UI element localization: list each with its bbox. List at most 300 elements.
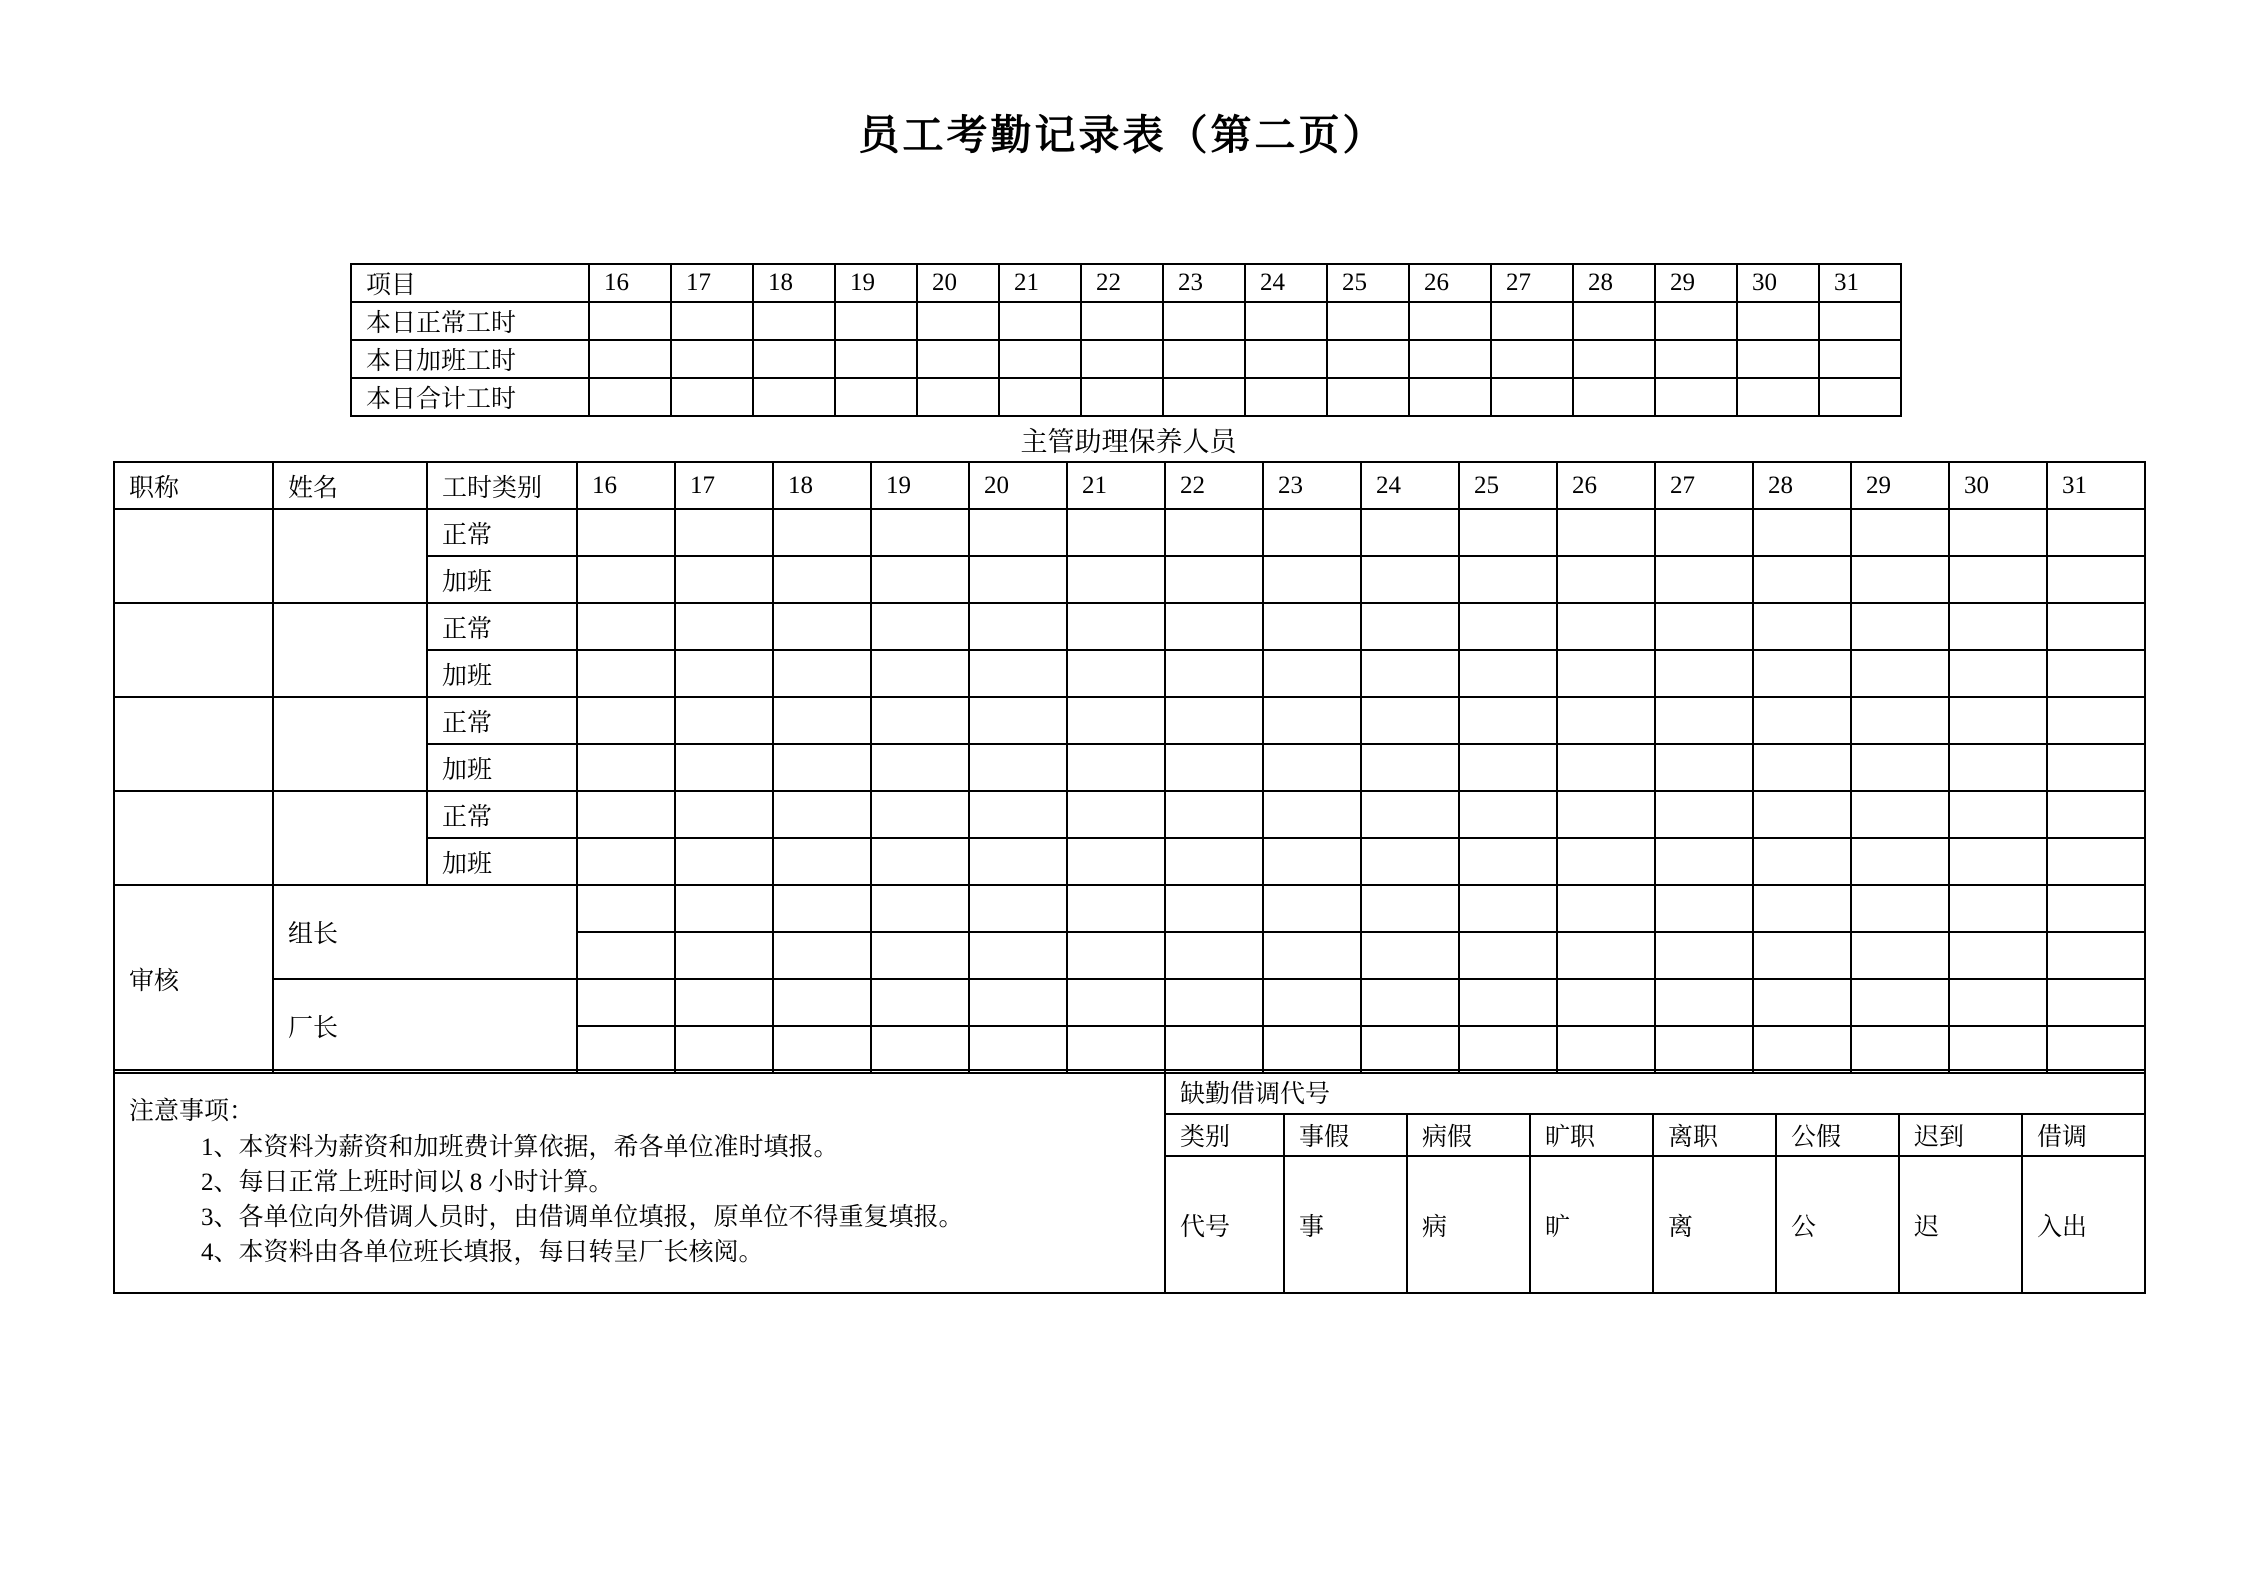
entry-cell <box>1949 744 2047 791</box>
entry-cell <box>969 650 1067 697</box>
entry-cell <box>1165 509 1263 556</box>
entry-cell <box>577 509 675 556</box>
entry-cell <box>1361 932 1459 979</box>
entry-cell <box>577 791 675 838</box>
notes-section <box>114 1070 1165 1293</box>
entry-cell <box>773 556 871 603</box>
entry-cell <box>871 603 969 650</box>
entry-cell <box>1949 932 2047 979</box>
entry-cell <box>577 885 675 932</box>
entry-cell <box>835 378 917 416</box>
day-header-cell: 19 <box>835 264 917 302</box>
entry-cell <box>1459 603 1557 650</box>
entry-cell <box>1263 1026 1361 1073</box>
daily-overtime-hours-row <box>351 340 1901 378</box>
entry-cell <box>2047 1026 2145 1073</box>
entry-cell <box>1491 378 1573 416</box>
row-label-cell: 本日加班工时 <box>351 340 589 378</box>
entry-cell <box>871 1026 969 1073</box>
entry-cell <box>577 1026 675 1073</box>
entry-cell <box>1459 932 1557 979</box>
entry-cell <box>773 650 871 697</box>
entry-cell <box>1163 378 1245 416</box>
entry-cell <box>1263 603 1361 650</box>
category-cell: 旷职 <box>1530 1114 1653 1156</box>
entry-cell <box>1557 932 1655 979</box>
category-cell: 借调 <box>2022 1114 2145 1156</box>
hour-type-cell: 正常 <box>427 697 577 744</box>
entry-cell <box>969 838 1067 885</box>
code-cell: 入出 <box>2022 1156 2145 1293</box>
entry-cell <box>2047 556 2145 603</box>
day-header-cell: 29 <box>1851 462 1949 509</box>
daily-header-row <box>351 264 1901 302</box>
entry-cell <box>675 791 773 838</box>
hour-type-cell: 加班 <box>427 556 577 603</box>
audit-row <box>114 885 2145 932</box>
entry-cell <box>2047 744 2145 791</box>
entry-cell <box>1557 603 1655 650</box>
entry-cell <box>1491 340 1573 378</box>
name-cell <box>273 603 427 697</box>
entry-cell <box>773 1026 871 1073</box>
day-header-cell: 26 <box>1557 462 1655 509</box>
code-cell: 旷 <box>1530 1156 1653 1293</box>
row-label-cell: 本日正常工时 <box>351 302 589 340</box>
entry-cell <box>2047 885 2145 932</box>
entry-cell <box>969 744 1067 791</box>
entry-cell <box>1459 697 1557 744</box>
entry-cell <box>1165 791 1263 838</box>
entry-cell <box>871 556 969 603</box>
entry-cell <box>1753 838 1851 885</box>
entry-cell <box>1361 1026 1459 1073</box>
entry-cell <box>1081 378 1163 416</box>
entry-cell <box>753 302 835 340</box>
entry-cell <box>1459 1026 1557 1073</box>
entry-cell <box>1819 340 1901 378</box>
entry-cell <box>1573 340 1655 378</box>
entry-cell <box>1163 302 1245 340</box>
entry-cell <box>1459 885 1557 932</box>
entry-cell <box>1067 603 1165 650</box>
entry-cell <box>1361 791 1459 838</box>
entry-cell <box>1655 378 1737 416</box>
entry-cell <box>1361 838 1459 885</box>
entry-cell <box>969 509 1067 556</box>
attendance-table <box>113 461 2146 1074</box>
entry-cell <box>1245 302 1327 340</box>
entry-cell <box>1067 509 1165 556</box>
code-cell: 公 <box>1776 1156 1899 1293</box>
day-header-cell: 21 <box>1067 462 1165 509</box>
entry-cell <box>1459 650 1557 697</box>
note-item: 2、每日正常上班时间以 8 小时计算。 <box>201 1168 614 1196</box>
entry-cell <box>1851 791 1949 838</box>
entry-cell <box>773 791 871 838</box>
entry-cell <box>589 378 671 416</box>
entry-cell <box>999 302 1081 340</box>
entry-cell <box>1245 340 1327 378</box>
day-header-cell: 20 <box>969 462 1067 509</box>
entry-cell <box>1361 556 1459 603</box>
entry-cell <box>1753 650 1851 697</box>
entry-cell <box>2047 697 2145 744</box>
entry-cell <box>1949 1026 2047 1073</box>
entry-cell <box>1557 979 1655 1026</box>
hour-type-header-cell: 工时类别 <box>427 462 577 509</box>
entry-cell <box>1067 1026 1165 1073</box>
day-header-cell: 22 <box>1081 264 1163 302</box>
day-header-cell: 23 <box>1163 264 1245 302</box>
entry-cell <box>1655 340 1737 378</box>
entry-cell <box>1361 509 1459 556</box>
entry-cell <box>1737 302 1819 340</box>
entry-cell <box>1753 744 1851 791</box>
entry-cell <box>1557 697 1655 744</box>
entry-cell <box>1949 979 2047 1026</box>
entry-cell <box>1327 340 1409 378</box>
entry-cell <box>1737 340 1819 378</box>
hour-type-cell: 正常 <box>427 791 577 838</box>
day-header-cell: 30 <box>1737 264 1819 302</box>
day-header-cell: 25 <box>1459 462 1557 509</box>
day-header-cell: 25 <box>1327 264 1409 302</box>
audit-row <box>114 979 2145 1026</box>
entry-cell <box>675 885 773 932</box>
entry-cell <box>1557 791 1655 838</box>
category-cell: 迟到 <box>1899 1114 2022 1156</box>
entry-cell <box>2047 509 2145 556</box>
entry-cell <box>1165 744 1263 791</box>
day-header-cell: 18 <box>773 462 871 509</box>
entry-cell <box>675 650 773 697</box>
entry-cell <box>1459 791 1557 838</box>
entry-cell <box>589 302 671 340</box>
entry-cell <box>969 932 1067 979</box>
entry-cell <box>675 932 773 979</box>
entry-cell <box>773 885 871 932</box>
entry-cell <box>1263 932 1361 979</box>
page-title: 员工考勤记录表（第二页） <box>858 112 1387 158</box>
entry-cell <box>675 979 773 1026</box>
entry-cell <box>1557 838 1655 885</box>
entry-cell <box>675 838 773 885</box>
entry-cell <box>1949 838 2047 885</box>
entry-cell <box>1081 340 1163 378</box>
day-header-cell: 28 <box>1573 264 1655 302</box>
code-cell: 离 <box>1653 1156 1776 1293</box>
note-item: 4、本资料由各单位班长填报，每日转呈厂长核阅。 <box>201 1238 764 1266</box>
entry-cell <box>1459 744 1557 791</box>
entry-cell <box>577 697 675 744</box>
day-header-cell: 20 <box>917 264 999 302</box>
entry-cell <box>1409 378 1491 416</box>
entry-cell <box>1459 556 1557 603</box>
entry-cell <box>1573 302 1655 340</box>
attendance-header-row <box>114 462 2145 509</box>
note-item: 1、本资料为薪资和加班费计算依据，希各单位准时填报。 <box>201 1133 839 1161</box>
day-header-cell: 31 <box>2047 462 2145 509</box>
title-cell <box>114 791 273 885</box>
entry-cell <box>1949 697 2047 744</box>
entry-cell <box>1851 509 1949 556</box>
entry-cell <box>1067 744 1165 791</box>
entry-cell <box>1165 1026 1263 1073</box>
entry-cell <box>1753 1026 1851 1073</box>
section-caption: 主管助理保养人员 <box>1020 427 1237 457</box>
title-header-cell: 职称 <box>114 462 273 509</box>
day-header-cell: 16 <box>577 462 675 509</box>
day-header-cell: 27 <box>1655 462 1753 509</box>
entry-cell <box>1361 650 1459 697</box>
entry-cell <box>671 340 753 378</box>
entry-cell <box>1737 378 1819 416</box>
entry-cell <box>1263 979 1361 1026</box>
entry-cell <box>675 509 773 556</box>
entry-cell <box>1655 650 1753 697</box>
entry-cell <box>773 838 871 885</box>
entry-cell <box>577 744 675 791</box>
name-cell <box>273 791 427 885</box>
entry-cell <box>871 932 969 979</box>
code-cell: 病 <box>1407 1156 1530 1293</box>
day-header-cell: 26 <box>1409 264 1491 302</box>
title-cell <box>114 697 273 791</box>
category-cell: 离职 <box>1653 1114 1776 1156</box>
entry-cell <box>1557 509 1655 556</box>
entry-cell <box>1557 1026 1655 1073</box>
day-header-cell: 30 <box>1949 462 2047 509</box>
entry-cell <box>871 650 969 697</box>
entry-cell <box>1655 885 1753 932</box>
name-header-cell: 姓名 <box>273 462 427 509</box>
hour-type-cell: 加班 <box>427 744 577 791</box>
entry-cell <box>999 378 1081 416</box>
entry-cell <box>2047 603 2145 650</box>
entry-cell <box>1165 979 1263 1026</box>
entry-cell <box>969 979 1067 1026</box>
entry-cell <box>1361 979 1459 1026</box>
entry-cell <box>1165 885 1263 932</box>
entry-cell <box>1655 838 1753 885</box>
entry-cell <box>1067 979 1165 1026</box>
entry-cell <box>1819 302 1901 340</box>
entry-cell <box>2047 838 2145 885</box>
entry-cell <box>1557 744 1655 791</box>
entry-cell <box>835 302 917 340</box>
entry-cell <box>1263 791 1361 838</box>
daily-total-hours-row <box>351 378 1901 416</box>
entry-cell <box>1557 556 1655 603</box>
day-header-cell: 28 <box>1753 462 1851 509</box>
entry-cell <box>675 603 773 650</box>
entry-cell <box>917 340 999 378</box>
entry-cell <box>1949 791 2047 838</box>
entry-cell <box>1459 979 1557 1026</box>
entry-cell <box>1851 603 1949 650</box>
entry-cell <box>1263 744 1361 791</box>
entry-cell <box>589 340 671 378</box>
entry-cell <box>1655 979 1753 1026</box>
entry-cell <box>1851 838 1949 885</box>
entry-cell <box>1949 885 2047 932</box>
name-cell <box>273 509 427 603</box>
entry-cell <box>1263 509 1361 556</box>
entry-cell <box>835 340 917 378</box>
note-item: 3、各单位向外借调人员时，由借调单位填报，原单位不得重复填报。 <box>201 1203 964 1231</box>
entry-cell <box>1573 378 1655 416</box>
entry-cell <box>917 378 999 416</box>
entry-cell <box>1753 885 1851 932</box>
entry-cell <box>1361 603 1459 650</box>
entry-cell <box>1361 744 1459 791</box>
entry-cell <box>1067 885 1165 932</box>
title-cell <box>114 603 273 697</box>
code-cell: 迟 <box>1899 1156 2022 1293</box>
entry-cell <box>1819 378 1901 416</box>
entry-cell <box>1327 378 1409 416</box>
entry-cell <box>675 697 773 744</box>
code-cell: 事 <box>1284 1156 1407 1293</box>
entry-cell <box>1655 556 1753 603</box>
entry-cell <box>1165 838 1263 885</box>
factory-director-cell: 厂长 <box>273 979 577 1073</box>
hour-type-cell: 正常 <box>427 603 577 650</box>
entry-cell <box>1655 697 1753 744</box>
day-header-cell: 17 <box>671 264 753 302</box>
entry-cell <box>1851 932 1949 979</box>
entry-cell <box>1491 302 1573 340</box>
entry-cell <box>1245 378 1327 416</box>
entry-cell <box>1557 650 1655 697</box>
entry-cell <box>1165 932 1263 979</box>
entry-cell <box>1753 791 1851 838</box>
entry-cell <box>1409 340 1491 378</box>
day-header-cell: 31 <box>1819 264 1901 302</box>
entry-cell <box>753 340 835 378</box>
employee-row-normal <box>114 509 2145 556</box>
entry-cell <box>1949 556 2047 603</box>
entry-cell <box>1753 509 1851 556</box>
entry-cell <box>577 979 675 1026</box>
entry-cell <box>1409 302 1491 340</box>
entry-cell <box>1851 697 1949 744</box>
employee-row-normal <box>114 791 2145 838</box>
day-header-cell: 17 <box>675 462 773 509</box>
day-header-cell: 24 <box>1361 462 1459 509</box>
entry-cell <box>871 509 969 556</box>
entry-cell <box>773 603 871 650</box>
entry-cell <box>1949 509 2047 556</box>
entry-cell <box>917 302 999 340</box>
entry-cell <box>969 556 1067 603</box>
entry-cell <box>1655 791 1753 838</box>
entry-cell <box>1165 697 1263 744</box>
notes-heading: 注意事项： <box>129 1097 255 1125</box>
day-header-cell: 19 <box>871 462 969 509</box>
entry-cell <box>2047 932 2145 979</box>
entry-cell <box>773 744 871 791</box>
entry-cell <box>2047 979 2145 1026</box>
entry-cell <box>675 1026 773 1073</box>
day-header-cell: 21 <box>999 264 1081 302</box>
entry-cell <box>871 791 969 838</box>
entry-cell <box>1655 1026 1753 1073</box>
category-cell: 病假 <box>1407 1114 1530 1156</box>
entry-cell <box>1851 1026 1949 1073</box>
day-header-cell: 24 <box>1245 264 1327 302</box>
entry-cell <box>969 1026 1067 1073</box>
entry-cell <box>999 340 1081 378</box>
entry-cell <box>753 378 835 416</box>
entry-cell <box>773 979 871 1026</box>
hour-type-cell: 正常 <box>427 509 577 556</box>
entry-cell <box>1361 885 1459 932</box>
notes-and-codes-table <box>113 1069 2146 1294</box>
employee-row-normal <box>114 697 2145 744</box>
entry-cell <box>1851 744 1949 791</box>
category-cell: 公假 <box>1776 1114 1899 1156</box>
hour-type-cell: 加班 <box>427 838 577 885</box>
entry-cell <box>1655 603 1753 650</box>
audit-label-cell: 审核 <box>114 885 273 1073</box>
daily-normal-hours-row <box>351 302 1901 340</box>
entry-cell <box>773 509 871 556</box>
entry-cell <box>577 838 675 885</box>
codes-heading-cell: 缺勤借调代号 <box>1165 1070 2145 1114</box>
entry-cell <box>675 744 773 791</box>
entry-cell <box>1655 509 1753 556</box>
entry-cell <box>671 302 753 340</box>
entry-cell <box>1949 650 2047 697</box>
entry-cell <box>969 603 1067 650</box>
entry-cell <box>1753 603 1851 650</box>
entry-cell <box>1655 302 1737 340</box>
entry-cell <box>1163 340 1245 378</box>
entry-cell <box>871 697 969 744</box>
entry-cell <box>1067 556 1165 603</box>
entry-cell <box>871 744 969 791</box>
category-label-cell: 类别 <box>1165 1114 1284 1156</box>
day-header-cell: 16 <box>589 264 671 302</box>
day-header-cell: 29 <box>1655 264 1737 302</box>
entry-cell <box>671 378 753 416</box>
entry-cell <box>577 556 675 603</box>
entry-cell <box>1753 556 1851 603</box>
entry-cell <box>1851 556 1949 603</box>
day-header-cell: 27 <box>1491 264 1573 302</box>
entry-cell <box>1327 302 1409 340</box>
entry-cell <box>871 885 969 932</box>
entry-cell <box>1459 509 1557 556</box>
entry-cell <box>969 885 1067 932</box>
entry-cell <box>1165 556 1263 603</box>
entry-cell <box>1067 697 1165 744</box>
entry-cell <box>577 603 675 650</box>
entry-cell <box>1459 838 1557 885</box>
entry-cell <box>1263 697 1361 744</box>
row-label-cell: 本日合计工时 <box>351 378 589 416</box>
entry-cell <box>2047 650 2145 697</box>
entry-cell <box>2047 791 2145 838</box>
entry-cell <box>577 932 675 979</box>
entry-cell <box>1263 885 1361 932</box>
entry-cell <box>1067 791 1165 838</box>
day-header-cell: 18 <box>753 264 835 302</box>
hour-type-cell: 加班 <box>427 650 577 697</box>
entry-cell <box>675 556 773 603</box>
